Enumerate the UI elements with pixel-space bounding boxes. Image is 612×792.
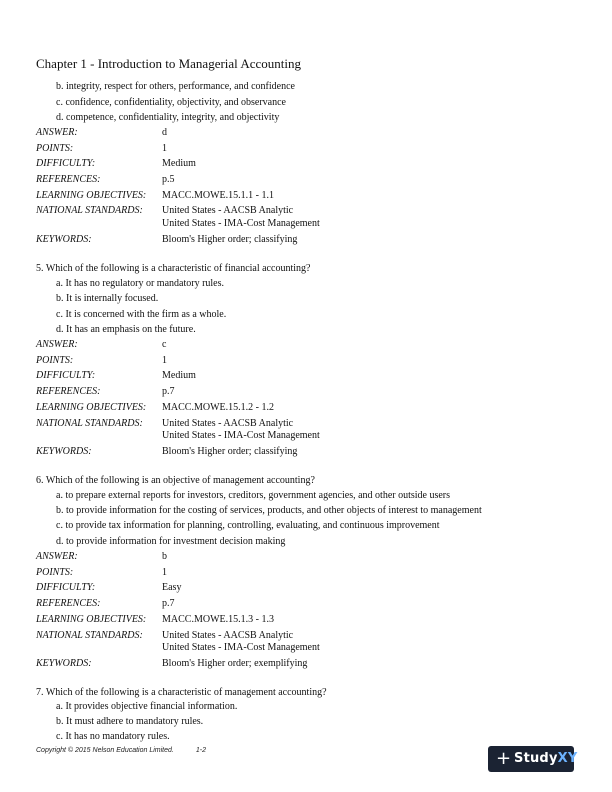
q6-option-b: b. to provide information for the costing of services, products, and other objects of interest to management [56, 505, 482, 516]
q5-difficulty-label: DIFFICULTY: [36, 370, 96, 381]
q5-option-a: a. It has no regulatory or mandatory rules. [56, 278, 225, 289]
q6-standards-value-1: United States - AACSB Analytic [162, 630, 294, 641]
plus-icon: + [496, 748, 512, 769]
q4-references-label: REFERENCES: [36, 174, 101, 185]
q4-standards-label: NATIONAL STANDARDS: [36, 205, 143, 216]
q6-objectives-value: MACC.MOWE.15.1.3 - 1.3 [162, 614, 274, 625]
q4-option-c: c. confidence, confidentiality, objectivity, and observance [56, 97, 286, 108]
q4-standards-value-1: United States - AACSB Analytic [162, 205, 294, 216]
q5-option-c: c. It is concerned with the firm as a whole. [56, 309, 227, 320]
q4-objectives-value: MACC.MOWE.15.1.1 - 1.1 [162, 190, 274, 201]
q4-references-value: p.5 [162, 174, 175, 185]
q6-points-value: 1 [162, 567, 167, 578]
q5-objectives-label: LEARNING OBJECTIVES: [36, 402, 147, 413]
q5-answer-label: ANSWER: [36, 339, 78, 350]
q5-difficulty-value: Medium [162, 370, 196, 381]
logo-study: Study [514, 751, 558, 766]
q6-answer-label: ANSWER: [36, 551, 78, 562]
q7-option-a: a. It provides objective financial information. [56, 701, 238, 712]
chapter-title: Chapter 1 - Introduction to Managerial Accounting [36, 56, 301, 71]
q4-keywords-value: Bloom's Higher order; classifying [162, 234, 298, 245]
logo-xy: XY [557, 751, 578, 766]
q6-standards-label: NATIONAL STANDARDS: [36, 630, 143, 641]
q6-difficulty-label: DIFFICULTY: [36, 582, 96, 593]
q5-keywords-value: Bloom's Higher order; classifying [162, 446, 298, 457]
q6-points-label: POINTS: [36, 567, 74, 578]
q5-points-label: POINTS: [36, 355, 74, 366]
q5-answer-value: c [162, 339, 167, 350]
page-footer [36, 746, 206, 755]
q5-option-d: d. It has an emphasis on the future. [56, 324, 196, 335]
q4-objectives-label: LEARNING OBJECTIVES: [36, 190, 147, 201]
q4-standards-value-2: United States - IMA-Cost Management [162, 218, 320, 229]
q4-difficulty-label: DIFFICULTY: [36, 158, 96, 169]
q7-option-b: b. It must adhere to mandatory rules. [56, 716, 204, 727]
q5-standards-value-2: United States - IMA-Cost Management [162, 430, 320, 441]
q6-difficulty-value: Easy [162, 582, 182, 593]
q4-difficulty-value: Medium [162, 158, 196, 169]
q5-standards-value-1: United States - AACSB Analytic [162, 418, 294, 429]
q5-option-b: b. It is internally focused. [56, 293, 159, 304]
q5-references-value: p.7 [162, 386, 175, 397]
q6-standards-value-2: United States - IMA-Cost Management [162, 642, 320, 653]
q6-objectives-label: LEARNING OBJECTIVES: [36, 614, 147, 625]
q4-option-d: d. competence, confidentiality, integrity, and objectivity [56, 112, 280, 123]
q4-option-b: b. integrity, respect for others, performance, and confidence [56, 81, 295, 92]
q5-question: 5. Which of the following is a characteristic of financial accounting? [36, 263, 311, 274]
q7-question: 7. Which of the following is a characteristic of management accounting? [36, 687, 327, 698]
q5-references-label: REFERENCES: [36, 386, 101, 397]
q4-keywords-label: KEYWORDS: [36, 234, 92, 245]
q5-objectives-value: MACC.MOWE.15.1.2 - 1.2 [162, 402, 274, 413]
q6-references-value: p.7 [162, 598, 175, 609]
q7-option-c: c. It has no mandatory rules. [56, 731, 170, 742]
q6-question: 6. Which of the following is an objective of management accounting? [36, 475, 315, 486]
q6-keywords-label: KEYWORDS: [36, 658, 92, 669]
q6-references-label: REFERENCES: [36, 598, 101, 609]
q6-option-a: a. to prepare external reports for investors, creditors, government agencies, and other outside users [56, 490, 451, 501]
studyxy-badge[interactable] [488, 746, 578, 772]
q4-points-value: 1 [162, 143, 167, 154]
q6-option-c: c. to provide tax information for planning, controlling, evaluating, and continuous improvement [56, 520, 440, 531]
q6-answer-value: b [162, 551, 167, 562]
q6-keywords-value: Bloom's Higher order; exemplifying [162, 658, 308, 669]
q5-standards-label: NATIONAL STANDARDS: [36, 418, 143, 429]
q4-points-label: POINTS: [36, 143, 74, 154]
q5-keywords-label: KEYWORDS: [36, 446, 92, 457]
copyright-text: Copyright © 2015 Nelson Education Limited. [36, 747, 174, 754]
q6-option-d: d. to provide information for investment decision making [56, 536, 286, 547]
q4-answer-label: ANSWER: [36, 127, 78, 138]
page-number: 1-2 [195, 747, 206, 754]
studyxy-logo-text [514, 746, 577, 772]
q4-answer-value: d [162, 127, 167, 138]
q5-points-value: 1 [162, 355, 167, 366]
